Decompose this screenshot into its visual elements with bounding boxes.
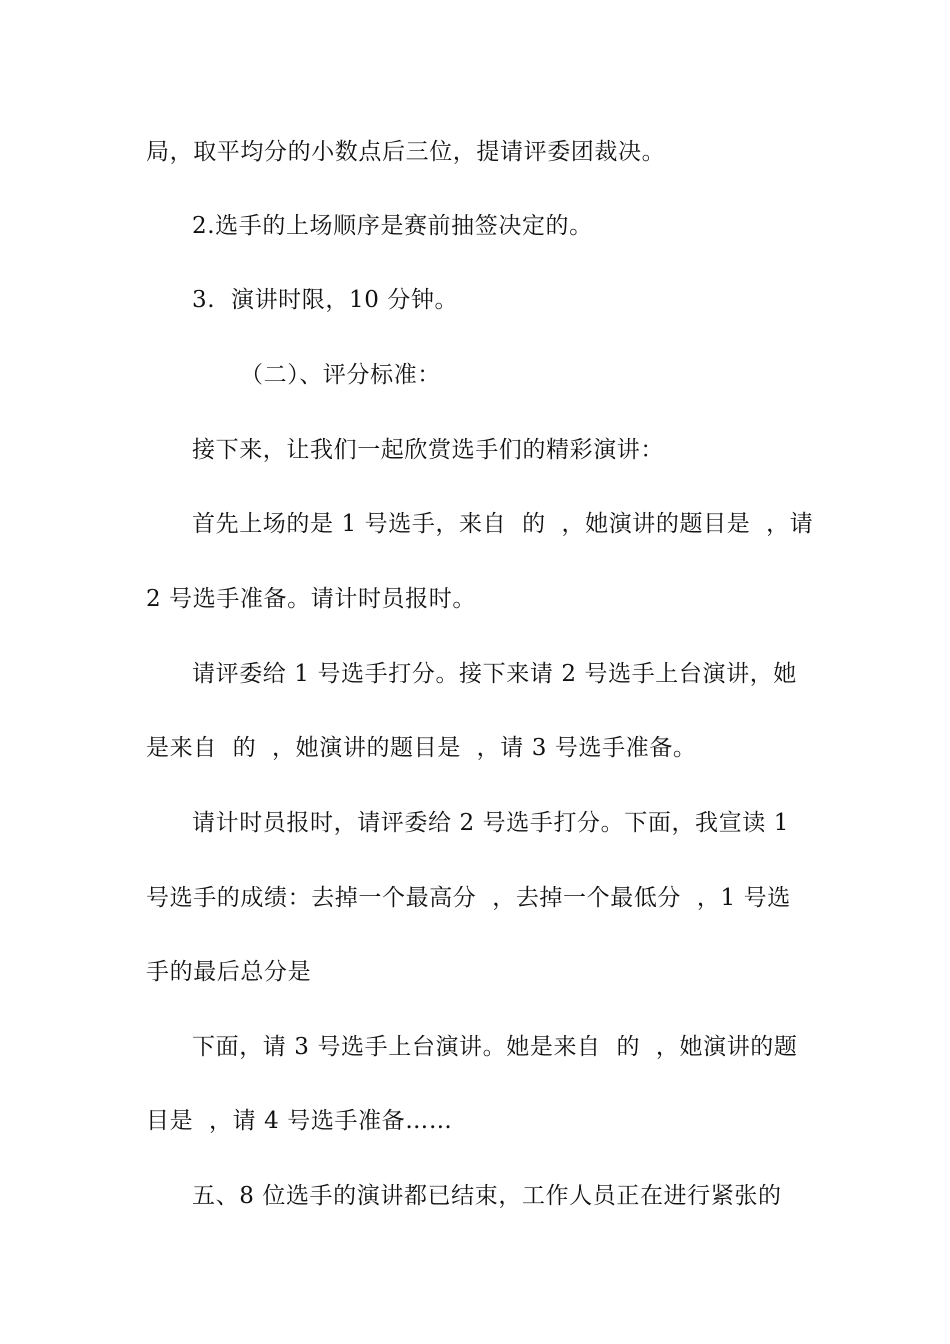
- paragraph-line: 是来自 的 ，她演讲的题目是 ，请 3 号选手准备。: [146, 735, 697, 761]
- paragraph-line: 3. 演讲时限，10 分钟。: [192, 287, 459, 313]
- paragraph-line: 请计时员报时，请评委给 2 号选手打分。下面，我宣读 1: [192, 810, 789, 836]
- paragraph-line: 五、8 位选手的演讲都已结束，工作人员正在进行紧张的: [192, 1183, 782, 1209]
- paragraph-line: 手的最后总分是: [146, 959, 312, 985]
- paragraph-line: 首先上场的是 1 号选手，来自 的 ，她演讲的题目是 ，请: [192, 511, 814, 537]
- paragraph-line: 下面，请 3 号选手上台演讲。她是来自 的 ，她演讲的题: [192, 1034, 798, 1060]
- paragraph-line: 请评委给 1 号选手打分。接下来请 2 号选手上台演讲，她: [192, 661, 797, 687]
- paragraph-line: 2.选手的上场顺序是赛前抽签决定的。: [192, 213, 593, 239]
- paragraph-line: 局，取平均分的小数点后三位，提请评委团裁决。: [146, 139, 666, 165]
- paragraph-line: 目是 ，请 4 号选手准备……: [146, 1108, 453, 1134]
- paragraph-line: 号选手的成绩：去掉一个最高分 ，去掉一个最低分 ，1 号选: [146, 885, 791, 911]
- paragraph-line: 2 号选手准备。请计时员报时。: [146, 586, 476, 612]
- section-heading: （二）、评分标准：: [240, 362, 441, 388]
- paragraph-line: 接下来，让我们一起欣赏选手们的精彩演讲：: [192, 437, 664, 463]
